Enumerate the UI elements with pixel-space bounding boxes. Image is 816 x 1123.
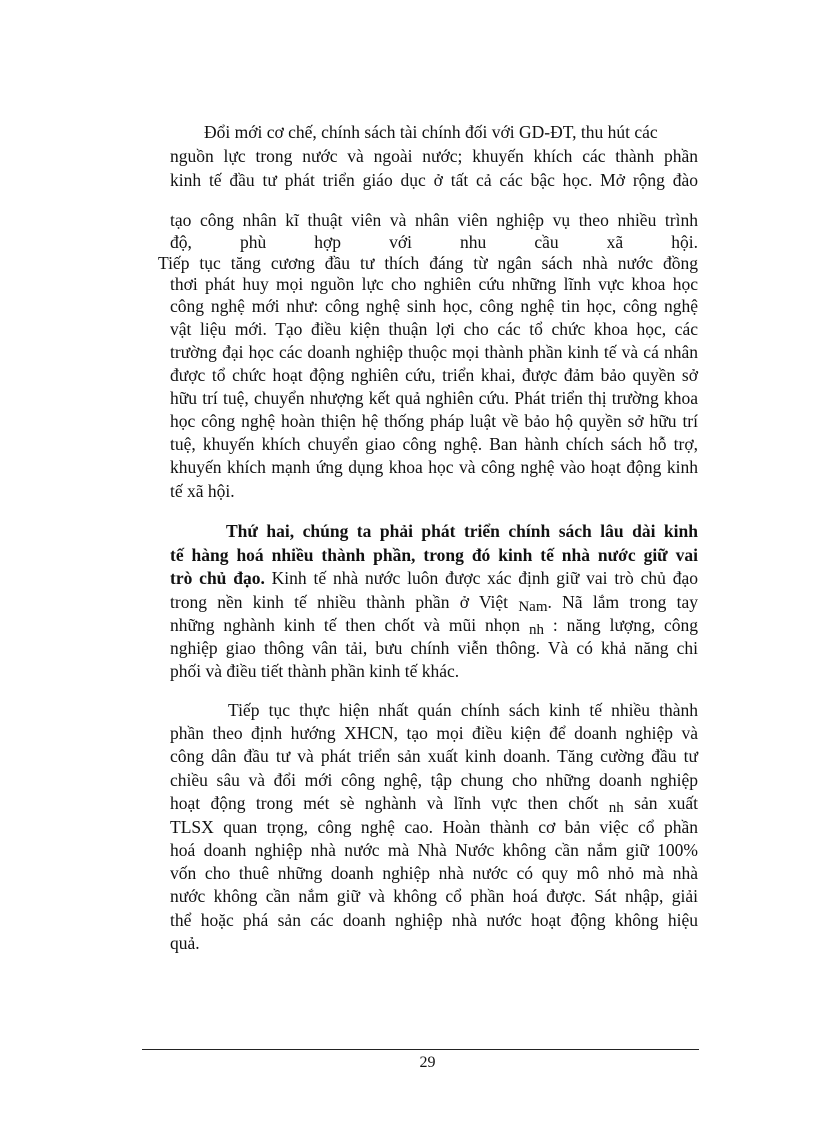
text-line: khuyến khích mạnh ứng dụng khoa học và công nghệ vào hoạt động kinh [170, 457, 698, 477]
text-line: Tiếp tục tăng cương đầu tư thích đáng từ ngân sách nhà nước đồng [158, 253, 698, 273]
text-line [170, 793, 698, 815]
bold-phrase: trò chủ đạo. [170, 568, 265, 588]
footer-divider [142, 1049, 699, 1050]
text-line: tuệ, khuyến khích chuyển giao công nghệ. Ban hành chích sách hỗ trợ, [170, 434, 698, 454]
text-line: hoá doanh nghiệp nhà nước mà Nhà Nước không cần nắm giữ 100% [170, 840, 698, 860]
text-line: TLSX quan trọng, công nghệ cao. Hoàn thành cơ bản việc cổ phần [170, 817, 698, 837]
text-span: nh [608, 800, 624, 816]
text-line: quả. [170, 933, 200, 953]
text-line: hữu trí tuệ, chuyển nhượng kết quả nghiên cứu. Phát triển thị trường khoa [170, 388, 698, 408]
text-line: phần theo định hướng XHCN, tạo mọi điều kiện để doanh nghiệp và [170, 723, 698, 743]
text-line: Đổi mới cơ chế, chính sách tài chính đối với GD-ĐT, thu hút các [204, 122, 658, 142]
text-line: công dân đầu tư và phát triển sản xuất kinh doanh. Tăng cường đầu tư [170, 746, 698, 766]
text-line: chiều sâu và đổi mới công nghệ, tập chung cho những doanh nghiệp [170, 770, 698, 790]
text-line: vốn cho thuê những doanh nghiệp nhà nước có quy mô nhỏ mà nhà [170, 863, 698, 883]
text-line: thơi phát huy mọi nguồn lực cho nghiên cứu những lĩnh vực khoa học [170, 274, 698, 294]
text-line [170, 615, 698, 637]
text-line: tế hàng hoá nhiều thành phần, trong đó kinh tế nhà nước giữ vai [170, 545, 698, 565]
text-line: Tiếp tục thực hiện nhất quán chính sách kinh tế nhiều thành [228, 700, 698, 720]
text-span: sản xuất [623, 793, 698, 813]
text-span: nh [528, 622, 544, 638]
text-line: học công nghệ hoàn thiện hệ thống pháp luật về bảo hộ quyền sở hữu trí [170, 411, 698, 431]
text-span: . Nã lắm trong tay [547, 592, 698, 612]
text-span: Nam [518, 599, 548, 615]
text-line: vật liệu mới. Tạo điều kiện thuận lợi cho các tổ chức khoa học, các [170, 319, 698, 339]
text-line [170, 568, 698, 588]
text-line: trường đại học các doanh nghiệp thuộc mọi thành phần kinh tế và cá nhân [170, 342, 698, 362]
text-line: nguồn lực trong nước và ngoài nước; khuyến khích các thành phần [170, 146, 698, 166]
text-line [170, 592, 698, 614]
text-line: độ, phù hợp với nhu cầu xã hội. [170, 232, 698, 252]
text-line: nghiệp giao thông vân tải, bưu chính viễn thông. Và có khả năng chi [170, 638, 698, 658]
text-span: Kinh tế nhà nước luôn được xác định giữ vai trò chủ đạo [264, 568, 698, 588]
text-line: kinh tế đầu tư phát triển giáo dục ở tất cả các bậc học. Mở rộng đào [170, 170, 698, 190]
page-number: 29 [419, 1054, 436, 1071]
text-line: tế xã hội. [170, 481, 235, 501]
text-span: : năng lượng, công [543, 615, 698, 635]
text-line: Thứ hai, chúng ta phải phát triển chính sách lâu dài kinh [226, 521, 698, 541]
text-line: công nghệ mới như: công nghệ sinh học, công nghệ tin học, công nghệ [170, 296, 698, 316]
text-span: những nghành kinh tế then chốt và mũi nhọn [170, 615, 529, 635]
text-line: tạo công nhân kĩ thuật viên và nhân viên nghiệp vụ theo nhiều trình [170, 210, 698, 230]
text-line: được tổ chức hoạt động nghiên cứu, triển khai, được đảm bảo quyền sở [170, 365, 698, 385]
text-line: thể hoặc phá sản các doanh nghiệp nhà nước hoạt động không hiệu [170, 910, 698, 930]
text-span: trong nền kinh tế nhiều thành phần ở Việt [170, 592, 519, 612]
text-span: hoạt động trong mét sè nghành và lĩnh vực then chốt [170, 793, 609, 813]
text-line: nước không cần nắm giữ và không cổ phần hoá được. Sát nhập, giải [170, 886, 698, 906]
text-line: phối và điều tiết thành phần kinh tế khác. [170, 661, 460, 681]
